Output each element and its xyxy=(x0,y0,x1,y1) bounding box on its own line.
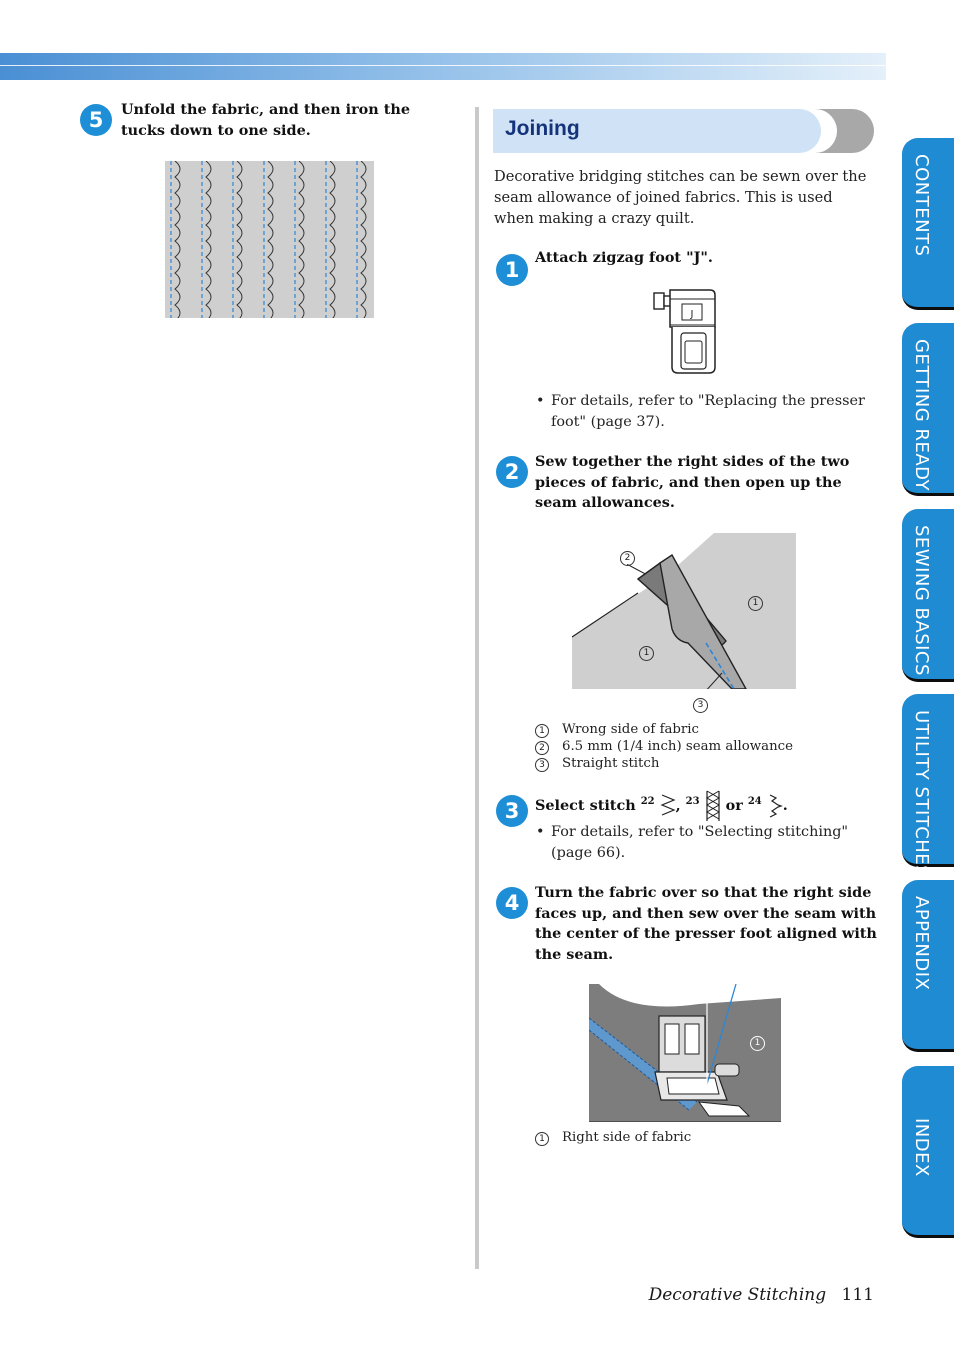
section-heading xyxy=(493,109,874,153)
legend-row: 3 Straight stitch xyxy=(535,756,793,773)
sewing-legend xyxy=(535,1130,691,1147)
tab-getting-ready[interactable] xyxy=(902,323,954,496)
tab-label: APPENDIX xyxy=(911,896,932,991)
tab-label: INDEX xyxy=(911,1118,932,1177)
tab-label: UTILITY STITCHES xyxy=(911,710,932,878)
stitch-24-icon xyxy=(767,793,783,819)
step-1-text: Attach zigzag foot "J". xyxy=(535,249,713,266)
step-4-badge: 4 xyxy=(496,887,528,919)
tab-contents[interactable] xyxy=(902,138,954,310)
legend-row: 2 6.5 mm (1/4 inch) seam allowance xyxy=(535,739,793,756)
tab-sewing-basics[interactable] xyxy=(902,509,954,682)
stitch-23-icon xyxy=(705,790,721,822)
tab-utility-stitches[interactable] xyxy=(902,694,954,878)
tab-index[interactable] xyxy=(902,1066,954,1238)
section-title: Joining xyxy=(505,117,580,140)
callout-2: 2 xyxy=(620,551,635,566)
step-1-bullet: • For details, refer to "Replacing the presser foot" (page 37). xyxy=(535,391,881,432)
callout-1a: 1 xyxy=(748,596,763,611)
tab-appendix[interactable] xyxy=(902,880,954,1052)
step-5-badge: 5 xyxy=(80,104,112,136)
tucks-illustration xyxy=(165,161,374,318)
tab-label: CONTENTS xyxy=(911,154,932,257)
step-3-bullet: • For details, refer to "Selecting stitching" (page 66). xyxy=(535,822,891,863)
step-4-text: Turn the fabric over so that the right side faces up, and then sew over the seam with the center of the presser foot aligned with the seam. xyxy=(535,884,877,963)
foot-letter: J xyxy=(690,309,694,320)
step-3-text: Select stitch $^{22}$ , $^{23}$ or $^{24}$ . xyxy=(535,790,885,822)
callout-right-side: 1 xyxy=(750,1036,765,1051)
tab-label: SEWING BASICS xyxy=(911,525,932,676)
step-2-text: Sew together the right sides of the two pieces of fabric, and then open up the seam allowances. xyxy=(535,453,850,511)
sewing-illustration xyxy=(589,984,781,1122)
legend-row: 1 Right side of fabric xyxy=(535,1130,691,1147)
tab-label: GETTING READY xyxy=(911,339,932,492)
header-band xyxy=(0,53,886,80)
seam-legend xyxy=(535,722,793,772)
seam-diagram xyxy=(572,533,796,689)
step-1-badge: 1 xyxy=(496,254,528,286)
footer-section: Decorative Stitching xyxy=(648,1285,827,1305)
callout-3: 3 xyxy=(693,698,708,713)
zigzag-foot-illustration xyxy=(652,287,718,375)
intro-paragraph: Decorative bridging stitches can be sewn over the seam allowance of joined fabrics. This is used when making a crazy quilt. xyxy=(494,168,867,227)
page-number: 111 xyxy=(841,1285,874,1305)
callout-1b: 1 xyxy=(639,646,654,661)
step-5-text: Unfold the fabric, and then iron the tucks down to one side. xyxy=(121,101,411,139)
step-3-badge: 3 xyxy=(496,795,528,827)
page-footer xyxy=(649,1285,874,1305)
column-divider xyxy=(475,107,479,1269)
stitch-22-icon xyxy=(660,793,676,819)
legend-row: 1 Wrong side of fabric xyxy=(535,722,793,739)
step-2-badge: 2 xyxy=(496,456,528,488)
